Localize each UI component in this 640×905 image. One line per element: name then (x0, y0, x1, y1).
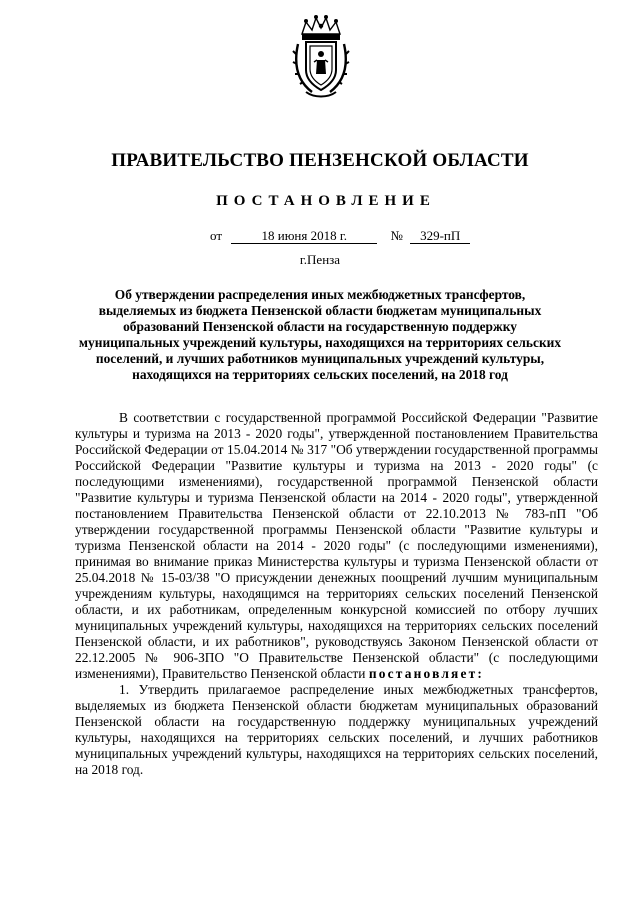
coat-of-arms-icon (292, 14, 350, 100)
preamble-text: В соответствии с государственной программой Российской Федерации "Развитие культуры и туризма на 2013 - 2020 годы", утвержденной постановлением Правительства Российской Федерации от 15.04.2014 № 317 "Об утверждении государственной программы Российской Федерации "Развитие культуры и туризма на 2013 - 2020 годы" (с последующими изменениями), государственной программой Пензенской области "Развитие культуры и туризма Пензенской области на 2014 - 2020 годы", утвержденной постановлением Правительства Пензенской области от 22.10.2013 № 783-пП "Об утверждении государственной программы Пензенской области "Развитие культуры и туризма Пензенской области на 2014 - 2020 годы" (с последующими изменениями), принимая во внимание приказ Министерства культуры и туризма Пензенской области от 25.04.2018 № 15-03/38 "О присуждении денежных поощрений лучшим муниципальным учреждениям культуры, находящимся на территориях сельских поселений Пензенской области, и их работникам, определенным конкурсной комиссией по отбору лучших муниципальных учреждений культуры, находящихся на территориях сельских поселений Пензенской области, и их работников", руководствуясь Законом Пензенской области от 22.12.2005 № 906-ЗПО "О Правительстве Пензенской области" (с последующими изменениями), Правительство Пензенской области (75, 410, 598, 681)
city: г.Пенза (299, 252, 341, 267)
resolves-word: постановляет: (368, 666, 485, 681)
document-body (75, 410, 598, 778)
preamble-paragraph (75, 410, 598, 682)
number-prefix: № (390, 228, 403, 243)
date-number-line (210, 228, 470, 244)
date-prefix: от (210, 228, 223, 243)
organization-title: ПРАВИТЕЛЬСТВО ПЕНЗЕНСКОЙ ОБЛАСТИ (111, 150, 529, 171)
document-number: 329-пП (410, 229, 470, 244)
document-date: 18 июня 2018 г. (231, 229, 377, 244)
document-title: Об утверждении распределения иных межбюджетных трансфертов, выделяемых из бюджета Пензенской области бюджетам муниципальных образований Пензенской области на государственную поддержку муниципальных учреждений культуры, находящихся на территориях сельских поселений, и лучших работников муниципальных учреждений культуры, находящихся на территориях сельских поселений, на 2018 год (78, 287, 562, 382)
item-1-paragraph: 1. Утвердить прилагаемое распределение иных межбюджетных трансфертов, выделяемых из бюджета Пензенской области бюджетам муниципальных образований Пензенской области на государственную поддержку муниципальных учреждений культуры, находящихся на территориях сельских поселений, и лучших работников муниципальных учреждений культуры, находящихся на территориях сельских поселений, на 2018 год. (75, 682, 598, 777)
document-type: ПОСТАНОВЛЕНИЕ (216, 193, 436, 209)
